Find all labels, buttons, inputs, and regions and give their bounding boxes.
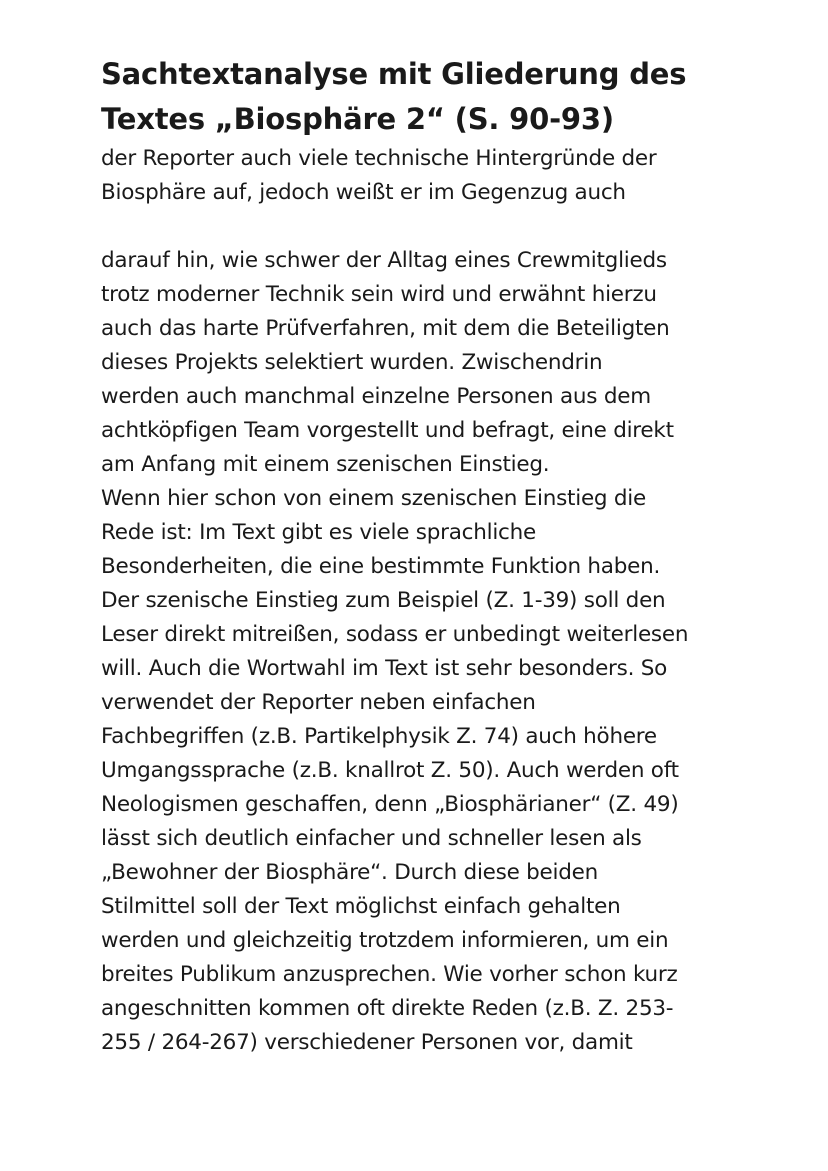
text-line: Stilmittel soll der Text möglichst einfach gehalten	[101, 894, 621, 919]
text-line: Rede ist: Im Text gibt es viele sprachliche	[101, 520, 536, 545]
text-line: 255 / 264-267) verschiedener Personen vor, damit	[101, 1030, 633, 1055]
text-line: Leser direkt mitreißen, sodass er unbedingt weiterlesen	[101, 622, 689, 647]
paragraph-gap	[101, 210, 768, 244]
text-line: werden und gleichzeitig trotzdem informieren, um ein	[101, 928, 669, 953]
text-line: Biosphäre auf, jedoch weißt er im Gegenzug auch	[101, 180, 626, 205]
text-line: auch das harte Prüfverfahren, mit dem die Beteiligten	[101, 316, 670, 341]
text-line: darauf hin, wie schwer der Alltag eines Crewmitglieds	[101, 248, 667, 273]
text-line: will. Auch die Wortwahl im Text ist sehr besonders. So	[101, 656, 668, 681]
text-line: werden auch manchmal einzelne Personen aus dem	[101, 384, 651, 409]
text-line: Umgangssprache (z.B. knallrot Z. 50). Auch werden oft	[101, 758, 679, 783]
text-line: Wenn hier schon von einem szenischen Einstieg die	[101, 486, 646, 511]
text-line: Neologismen geschaffen, denn „Biosphärianer“ (Z. 49)	[101, 792, 679, 817]
text-line: achtköpfigen Team vorgestellt und befragt, eine direkt	[101, 418, 674, 443]
text-line: „Bewohner der Biosphäre“. Durch diese beiden	[101, 860, 599, 885]
text-line: verwendet der Reporter neben einfachen	[101, 690, 536, 715]
text-line: am Anfang mit einem szenischen Einstieg.	[101, 452, 550, 477]
text-line: breites Publikum anzusprechen. Wie vorher schon kurz	[101, 962, 678, 987]
title-line: Textes „Biosphäre 2“ (S. 90-93)	[101, 102, 614, 136]
paragraph-intro	[101, 142, 768, 210]
paragraph-main	[101, 244, 768, 1060]
text-line: angeschnitten kommen oft direkte Reden (z.B. Z. 253-	[101, 996, 674, 1021]
text-line: lässt sich deutlich einfacher und schneller lesen als	[101, 826, 642, 851]
text-line: Fachbegriffen (z.B. Partikelphysik Z. 74) auch höhere	[101, 724, 657, 749]
text-line: trotz moderner Technik sein wird und erwähnt hierzu	[101, 282, 657, 307]
text-line: der Reporter auch viele technische Hintergründe der	[101, 146, 657, 171]
title-line: Sachtextanalyse mit Gliederung des	[101, 57, 687, 91]
text-line: dieses Projekts selektiert wurden. Zwischendrin	[101, 350, 603, 375]
text-line: Der szenische Einstieg zum Beispiel (Z. 1-39) soll den	[101, 588, 666, 613]
text-line: Besonderheiten, die eine bestimmte Funktion haben.	[101, 554, 661, 579]
document-title	[101, 52, 768, 142]
